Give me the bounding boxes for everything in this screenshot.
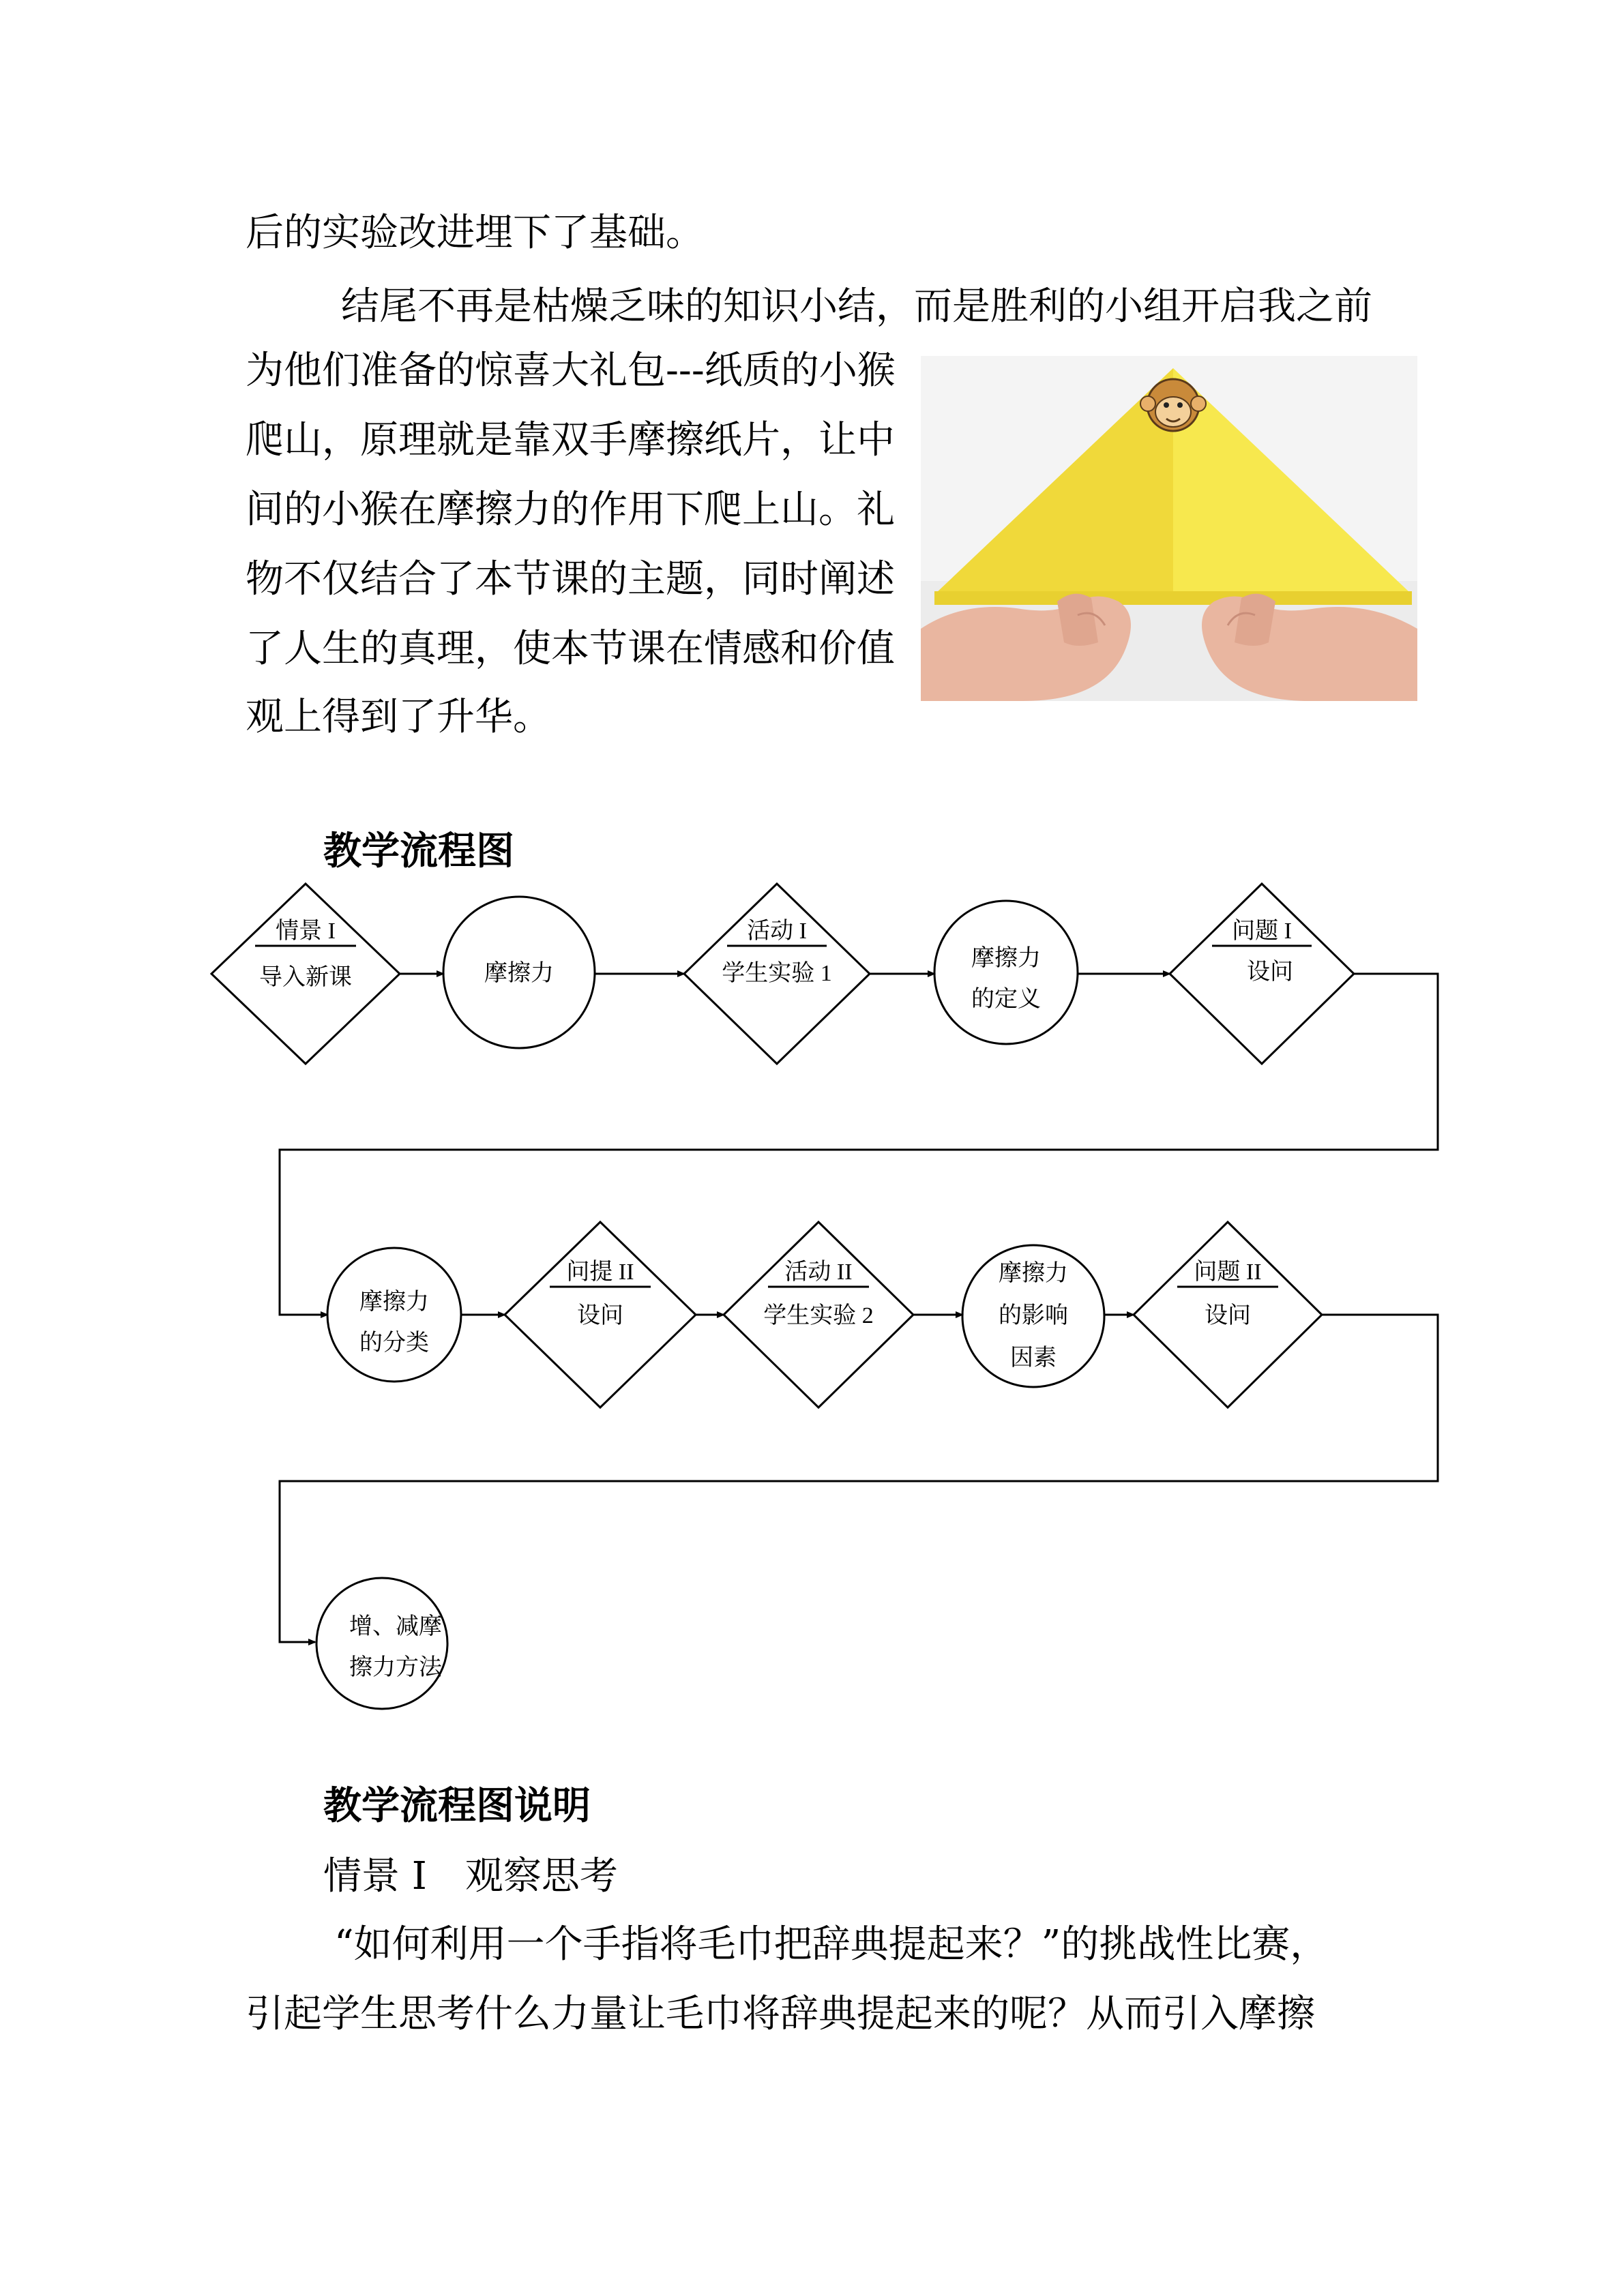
node-scene-1 [211,884,400,1064]
paragraph-line: 结尾不再是枯燥乏味的知识小结，而是胜利的小组开启我之前 [341,284,1372,329]
monkey-climbing-photo [921,356,1417,701]
paragraph-line: 物不仅结合了本节课的主题，同时阐述 [246,557,895,601]
node-scene-1-bottom: 导入新课 [259,965,352,990]
node-friction-label: 摩擦力 [484,961,554,986]
node-friction-definition-line2: 的定义 [971,987,1041,1012]
node-question-2b [1134,1222,1322,1407]
node-increase-decrease-line2: 擦力方法 [349,1655,442,1680]
node-question-1-bottom: 设问 [1247,959,1293,985]
node-question-2b-bottom: 设问 [1205,1303,1251,1328]
node-friction-classification-line2: 的分类 [359,1330,429,1356]
node-question-1 [1170,884,1354,1064]
paragraph-line: 后的实验改进埋下了基础。 [246,211,704,255]
node-activity-1-bottom: 学生实验 1 [722,961,832,986]
node-scene-1-top: 情景 I [276,919,336,944]
node-friction-classification-line1: 摩擦力 [359,1289,429,1315]
node-friction-classification [327,1248,461,1382]
node-activity-2 [724,1222,913,1407]
explanation-subtitle: 情景 I 观察思考 [323,1854,618,1898]
node-activity-2-bottom: 学生实验 2 [763,1303,874,1328]
node-friction-factors-line2: 的影响 [999,1303,1068,1328]
node-question-1-top: 问题 I [1232,919,1292,944]
node-activity-1-top: 活动 I [747,919,807,944]
node-question-2b-top: 问题 II [1194,1259,1262,1285]
paragraph-line: 爬山，原理就是靠双手摩擦纸片，让中 [246,418,895,462]
flowchart-title: 教学流程图 [323,829,514,874]
node-question-2a-top: 问提 II [566,1259,634,1285]
node-increase-decrease-line1: 增、减摩 [349,1614,442,1639]
paragraph-line: 引起学生思考什么力量让毛巾将辞典提起来的呢？从而引入摩擦 [246,1992,1315,2036]
node-friction [443,897,595,1048]
node-friction-definition-line1: 摩擦力 [971,946,1041,971]
node-increase-decrease-friction [316,1578,447,1709]
node-friction-factors [962,1245,1104,1387]
node-question-2a-bottom: 设问 [577,1303,623,1328]
node-activity-1 [684,884,870,1064]
paragraph-line: 了人生的真理，使本节课在情感和价值 [246,627,895,671]
paragraph-line: 为他们准备的惊喜大礼包---纸质的小猴 [246,348,896,393]
node-question-2a [505,1222,696,1407]
explanation-title: 教学流程图说明 [323,1783,591,1828]
paragraph-line: 间的小猴在摩擦力的作用下爬上山。礼 [246,488,895,532]
node-friction-factors-line1: 摩擦力 [999,1261,1068,1286]
paragraph-line: “如何利用一个手指将毛巾把辞典提起来？”的挑战性比赛， [334,1922,1329,1967]
node-friction-definition [934,901,1078,1044]
node-friction-factors-line3: 因素 [1010,1345,1057,1371]
paragraph-line: 观上得到了升华。 [246,695,551,739]
node-activity-2-top: 活动 II [784,1259,853,1285]
